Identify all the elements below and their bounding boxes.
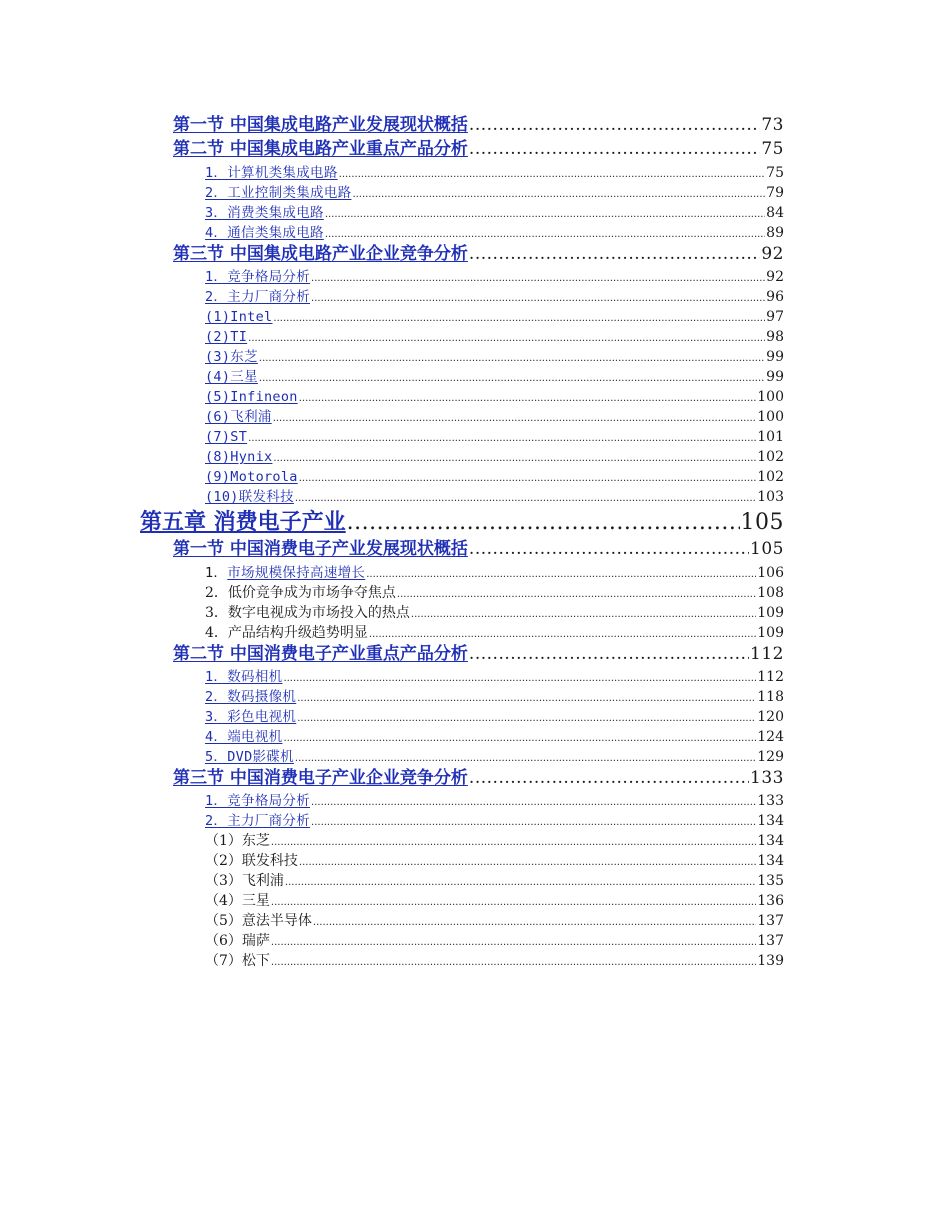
- dot-leader: [299, 854, 756, 872]
- toc-entry-item[interactable]: [205, 468, 784, 486]
- dot-leader: [313, 914, 756, 932]
- toc-page-number: 102: [757, 469, 784, 485]
- dot-leader: [297, 710, 756, 728]
- toc-entry-title[interactable]: 5．DVD影碟机: [205, 749, 294, 765]
- toc-entry-item[interactable]: [205, 348, 784, 366]
- toc-entry-text[interactable]: 市场规模保持高速增长: [227, 565, 366, 581]
- toc-page-number: 73: [761, 115, 784, 135]
- dot-leader: [469, 244, 760, 264]
- toc-entry-title[interactable]: 1．竞争格局分析: [205, 269, 311, 285]
- dot-leader: [271, 934, 756, 952]
- toc-entry-title[interactable]: 第三节 中国消费电子产业企业竞争分析: [173, 768, 468, 788]
- toc-entry-item: [205, 604, 784, 622]
- toc-page-number: 98: [766, 329, 784, 345]
- toc-page-number: 137: [757, 913, 784, 929]
- toc-entry-title[interactable]: 1．数码相机: [205, 669, 283, 685]
- toc-entry-title[interactable]: 2．工业控制类集成电路: [205, 185, 352, 201]
- toc-page-number: 134: [757, 853, 784, 869]
- toc-entry-item[interactable]: [205, 328, 784, 346]
- toc-page-number: 99: [766, 349, 784, 365]
- dot-leader: [397, 586, 756, 604]
- dot-leader: [295, 490, 756, 508]
- toc-entry-item[interactable]: [205, 224, 784, 242]
- toc-page-number: 108: [757, 585, 784, 601]
- toc-entry-title[interactable]: (7)ST: [205, 429, 248, 445]
- dot-leader: [259, 370, 765, 388]
- dot-leader: [311, 814, 756, 832]
- toc-entry-title[interactable]: [205, 564, 365, 582]
- toc-entry-title[interactable]: 3．彩色电视机: [205, 709, 297, 725]
- toc-page-number: 89: [766, 225, 784, 241]
- toc-entry-title: （5）意法半导体: [205, 913, 312, 929]
- toc-page-number: 84: [766, 205, 784, 221]
- toc-entry-title[interactable]: 2．主力厂商分析: [205, 289, 311, 305]
- toc-entry-item[interactable]: [205, 408, 784, 426]
- toc-entry-item[interactable]: [205, 308, 784, 326]
- toc-page-number: 124: [757, 729, 784, 745]
- dot-leader: [469, 139, 760, 159]
- toc-entry-item: [205, 872, 784, 890]
- toc-page-number: 92: [766, 269, 784, 285]
- toc-page-number: 100: [757, 409, 784, 425]
- toc-entry-title[interactable]: 第一节 中国集成电路产业发展现状概括: [173, 115, 468, 135]
- toc-entry-item: [205, 624, 784, 642]
- dot-leader: [271, 894, 756, 912]
- toc-page-number: 137: [757, 933, 784, 949]
- toc-entry-title[interactable]: (6)飞利浦: [205, 409, 272, 425]
- toc-entry-title[interactable]: (4)三星: [205, 369, 258, 385]
- toc-entry-item[interactable]: [205, 428, 784, 446]
- toc-entry-item[interactable]: [205, 204, 784, 222]
- toc-entry-item[interactable]: [205, 184, 784, 202]
- dot-leader: [339, 166, 766, 184]
- toc-page-number: 96: [766, 289, 784, 305]
- dot-leader: [273, 410, 757, 428]
- toc-page-number: 75: [766, 165, 784, 181]
- toc-entry-section[interactable]: [173, 244, 784, 264]
- toc-entry-title[interactable]: (9)Motorola: [205, 469, 298, 485]
- dot-leader: [311, 794, 756, 812]
- toc-page-number: 106: [757, 565, 784, 581]
- toc-entry-number: 1．: [205, 565, 228, 581]
- toc-entry-item: [205, 912, 784, 930]
- toc-entry-title[interactable]: 第二节 中国集成电路产业重点产品分析: [173, 139, 468, 159]
- toc-entry-item: [205, 852, 784, 870]
- toc-page-number: 112: [757, 669, 784, 685]
- toc-entry-item: [205, 892, 784, 910]
- dot-leader: [273, 450, 756, 468]
- dot-leader: [469, 644, 749, 664]
- toc-entry-title[interactable]: 第三节 中国集成电路产业企业竞争分析: [173, 244, 468, 264]
- toc-entry-section[interactable]: [173, 539, 784, 559]
- toc-page-number: 136: [757, 893, 784, 909]
- dot-leader: [271, 834, 756, 852]
- toc-entry-title[interactable]: 4．通信类集成电路: [205, 225, 324, 241]
- toc-entry-title[interactable]: 1．竞争格局分析: [205, 793, 311, 809]
- toc-entry-item[interactable]: [205, 268, 784, 286]
- toc-page-number: 135: [757, 873, 784, 889]
- toc-entry-title[interactable]: 3．消费类集成电路: [205, 205, 324, 221]
- toc-page-number: 139: [757, 953, 784, 969]
- dot-leader: [347, 510, 740, 536]
- toc-entry-item: [205, 584, 784, 602]
- toc-entry-item[interactable]: [205, 728, 784, 746]
- toc-page-number: 134: [757, 833, 784, 849]
- toc-page-number: 112: [750, 644, 784, 664]
- dot-leader: [311, 290, 765, 308]
- toc-entry-item[interactable]: [205, 708, 784, 726]
- toc-entry-item[interactable]: [205, 488, 784, 506]
- toc-entry-chapter[interactable]: [140, 509, 784, 535]
- toc-page-number: 97: [766, 309, 784, 325]
- toc-page-number: 133: [750, 768, 784, 788]
- toc-entry-title[interactable]: (5)Infineon: [205, 389, 298, 405]
- toc-page-number: 133: [757, 793, 784, 809]
- toc-page-number: 99: [766, 369, 784, 385]
- toc-entry-item[interactable]: [205, 812, 784, 830]
- dot-leader: [297, 690, 756, 708]
- toc-page-number: 102: [757, 449, 784, 465]
- toc-entry-title: 4．产品结构升级趋势明显: [205, 625, 368, 641]
- dot-leader: [271, 954, 756, 972]
- dot-leader: [283, 670, 756, 688]
- toc-entry-item[interactable]: [205, 388, 784, 406]
- toc-page-number: 105: [740, 510, 784, 535]
- toc-entry-title[interactable]: (1)Intel: [205, 309, 273, 325]
- dot-leader: [469, 768, 749, 788]
- toc-entry-item[interactable]: [205, 448, 784, 466]
- dot-leader: [273, 310, 765, 328]
- toc-entry-item[interactable]: [205, 748, 784, 766]
- dot-leader: [325, 206, 765, 224]
- dot-leader: [411, 606, 756, 624]
- toc-entry-title[interactable]: 2．数码摄像机: [205, 689, 297, 705]
- toc-entry-title: （4）三星: [205, 893, 270, 909]
- dot-leader: [366, 566, 756, 584]
- dot-leader: [295, 750, 756, 768]
- toc-page-number: 105: [750, 539, 784, 559]
- toc-page-number: 129: [757, 749, 784, 765]
- toc-page-number: 101: [757, 429, 784, 445]
- toc-entry-title[interactable]: 第一节 中国消费电子产业发展现状概括: [173, 539, 468, 559]
- dot-leader: [311, 270, 765, 288]
- toc-entry-item[interactable]: [205, 688, 784, 706]
- toc-entry-section[interactable]: [173, 768, 784, 788]
- toc-entry-title[interactable]: (8)Hynix: [205, 449, 273, 465]
- toc-entry-title[interactable]: 第二节 中国消费电子产业重点产品分析: [173, 644, 468, 664]
- toc-entry-section[interactable]: [173, 644, 784, 664]
- toc-entry-item[interactable]: [205, 164, 784, 182]
- toc-page-number: 118: [757, 689, 784, 705]
- toc-page-number: 75: [761, 139, 784, 159]
- toc-entry-title[interactable]: 1．计算机类集成电路: [205, 165, 338, 181]
- dot-leader: [248, 430, 756, 448]
- dot-leader: [369, 626, 756, 644]
- toc-entry-section[interactable]: [173, 139, 784, 159]
- toc-entry-item[interactable]: [205, 288, 784, 306]
- toc-page-number: 100: [757, 389, 784, 405]
- toc-page-number: 109: [757, 605, 784, 621]
- toc-page-number: 120: [757, 709, 784, 725]
- dot-leader: [299, 390, 757, 408]
- dot-leader: [352, 186, 765, 204]
- toc-entry-item: [205, 932, 784, 950]
- dot-leader: [299, 470, 757, 488]
- toc-page-number: 109: [757, 625, 784, 641]
- toc-entry-title: （7）松下: [205, 953, 270, 969]
- dot-leader: [259, 350, 765, 368]
- toc-entry-title[interactable]: 4．端电视机: [205, 729, 283, 745]
- toc-entry-title[interactable]: 第五章 消费电子产业: [140, 509, 346, 535]
- dot-leader: [469, 539, 749, 559]
- toc-entry-title: 3．数字电视成为市场投入的热点: [205, 605, 410, 621]
- toc-entry-title: 2．低价竞争成为市场争夺焦点: [205, 585, 396, 601]
- toc-entry-title: （2）联发科技: [205, 853, 298, 869]
- toc-entry-item: [205, 832, 784, 850]
- toc-entry-item[interactable]: [205, 792, 784, 810]
- toc-entry-section[interactable]: [173, 115, 784, 135]
- toc-entry-title: （3）飞利浦: [205, 873, 284, 889]
- toc-entry-item: [205, 952, 784, 970]
- dot-leader: [325, 226, 765, 244]
- dot-leader: [248, 330, 765, 348]
- toc-page-number: 79: [766, 185, 784, 201]
- toc-entry-item[interactable]: [205, 668, 784, 686]
- toc-entry-title[interactable]: 2．主力厂商分析: [205, 813, 311, 829]
- dot-leader: [469, 115, 760, 135]
- toc-page-number: 92: [761, 244, 784, 264]
- toc-entry-item[interactable]: [205, 368, 784, 386]
- toc-entry-title[interactable]: (10)联发科技: [205, 489, 294, 505]
- toc-entry-title: （6）瑞萨: [205, 933, 270, 949]
- toc-entry-title: （1）东芝: [205, 833, 270, 849]
- dot-leader: [283, 730, 756, 748]
- toc-page-number: 103: [757, 489, 784, 505]
- toc-page-number: 134: [757, 813, 784, 829]
- toc-entry-title[interactable]: (2)TI: [205, 329, 248, 345]
- dot-leader: [285, 874, 756, 892]
- toc-entry-title[interactable]: (3)东芝: [205, 349, 258, 365]
- toc-entry-item[interactable]: [205, 564, 784, 582]
